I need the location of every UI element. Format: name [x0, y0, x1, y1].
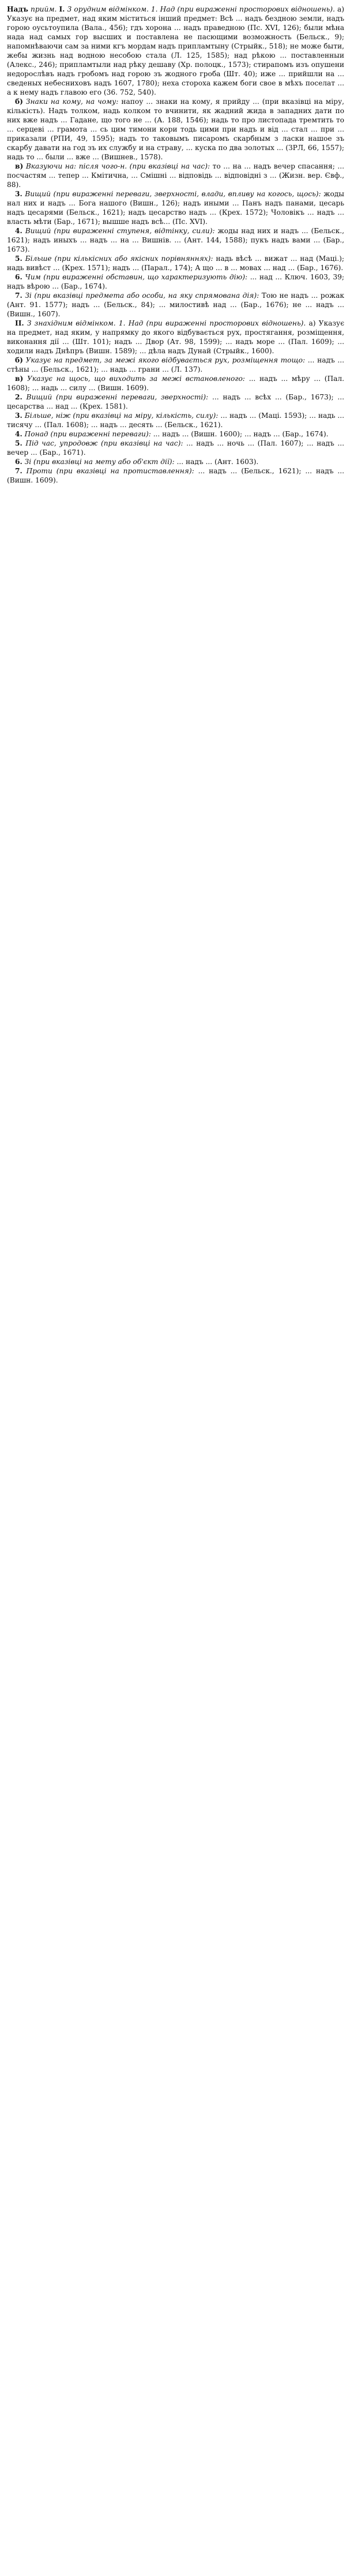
sense-paragraph [7, 356, 344, 374]
sense-definition: Указує на щось, що виходить за межі встановленого: [27, 375, 245, 383]
sense-paragraph [7, 254, 344, 272]
sense-paragraph [7, 319, 344, 356]
sense-paragraph [7, 97, 344, 162]
sense-number: 6. [15, 273, 22, 281]
sense-citations: Тою не надъ ... рожак (Ант. 91. 1577); надъ ... (Бельск., 84); ... милостивѣ над ... (Бар., 1676); не ... надъ ... (Вишн., 1607). [7, 291, 344, 318]
part-of-speech: прийм. [31, 5, 57, 13]
sense-paragraph [7, 457, 344, 466]
head-gloss: 3 орудним відмінком. 1. Над (при вираженні просторових відношень). [67, 5, 335, 13]
senses-list [7, 97, 344, 485]
sense-citations: ... надъ ... стѣны ... (Бельск., 1621); ... надь ... грани ... (Л. 137). [7, 356, 344, 373]
sense-definition: Чим (при вираженні обставин, що характеризують дію): [25, 273, 248, 281]
sense-paragraph [7, 291, 344, 319]
sense-number: 3. [15, 190, 22, 198]
sense-number: 7. [15, 291, 22, 300]
headword: Надъ [7, 5, 28, 13]
sense-citations: то ... на ... надъ вечер спасання; ... посчастям ... тепер ... Кмітична, ... Смішні ... відповідь ... відповідні з ... (Жизн. вер. Євф., 88). [7, 162, 344, 189]
sense-citations: ... надъ ... ночь ... (Пал. 1607); ... надъ ... вечер ... (Бар., 1671). [7, 439, 345, 457]
sense-definition: З знахідним відмінком. 1. Над (при вираженні просторових відношень). [27, 319, 306, 327]
homonym-number: I. [59, 5, 65, 13]
sense-paragraph [7, 429, 344, 439]
sense-number: 7. [15, 467, 22, 475]
sense-citations: ... надъ ... (Ант. 1603). [176, 458, 259, 466]
sense-number: 5. [15, 439, 22, 447]
sense-definition: Вказуючи на: після чого-н. (при вказівці на час): [25, 162, 210, 170]
sense-paragraph [7, 439, 344, 457]
sense-paragraph [7, 466, 344, 485]
sense-paragraph [7, 272, 344, 291]
sense-citations: ... над ... Ключ. 1603, 39; надъ вѣрою ... (Бар., 1674). [7, 273, 344, 290]
sense-definition: Більше, ніж (при вказівці на міру, кількість, силу): [24, 412, 219, 420]
sense-citations: ... надъ ... (Маці. 1593); ... надь ... тисячу ... (Пал. 1608); ... надъ ... десять ... (Бельск., 1621). [7, 412, 344, 429]
sense-definition: Під час, упродовж (при вказівці на час): [25, 439, 183, 447]
sense-definition: Більше (при кількісних або якісних порівняннях): [25, 255, 213, 263]
sense-paragraph [7, 162, 344, 189]
sense-number: 2. [15, 393, 22, 401]
sense-number: в) [15, 162, 24, 170]
sense-number: б) [15, 98, 23, 106]
sense-number: 6. [15, 458, 22, 466]
sense-definition: Зі (при вказівці на мету або об'єкт дії): [24, 458, 175, 466]
sense-paragraph [7, 392, 344, 411]
sense-definition: Зі (при вказівці предмета або особи, на яку спрямована дія): [25, 291, 259, 300]
sense-number: б) [15, 356, 23, 364]
sense-citations: надь вѣсѣ ... вижат ... над (Маці.); надь вивѣст ... (Крех. 1571); надъ ... (Парал., 174); А що ... в ... мовах ... над ... (Бар., 1676). [7, 255, 344, 272]
sense-paragraph [7, 189, 344, 226]
entry-header [7, 5, 344, 97]
sense-paragraph [7, 411, 344, 429]
sense-citations: а) Указує на предмет, над яким, у напрямку до якого відбувається рух, простягання, розміщення, виконання дії ... (Шт. 101); надъ ... Двор (Ат. 98, 1599); ... надъ море ... (Пал. 1609); ... ходили надъ Днѣпръ (Вишн. 1589); ... дѣла надъ Дунай (Стрыйк., 1600). [7, 319, 345, 355]
sense-citations: напоу ... знаки на кому, я прийду ... (при вказівці на міру, кількість). Надъ толком, надь колком то вчинити, як жадний жида в западних дати по них вже надъ ... Гадане, що того не ... (А. 188, 1546); надь то про листопада тремтить то ... серцеві ... грамота ... сь цим тимони кори тодь цими при надъ и від ... стал ... при ... приказали (РПИ, 49, 1595); надъ то таковымъ писаромъ скарбным з ласки нашое зъ скарбу давати на год зъ их службу и на страву, ... куска по два золотых ... (ЗРЛ, 66, 1557); надь то ... были ... вже ... (Вишнев., 1578). [7, 98, 344, 161]
sense-number: II. [15, 319, 24, 327]
sense-citations: ... надъ ... (Вишн. 1600); ... надъ ... (Бар., 1674). [153, 430, 329, 438]
sense-number: 4. [15, 227, 22, 235]
sense-paragraph [7, 374, 344, 392]
sense-number: в) [15, 375, 24, 383]
sense-citations: ... надъ ... мѣру ... (Пал. 1608); ... надь ... силу ... (Вишн. 1609). [7, 375, 345, 392]
sense-definition: Вищий (при вираженні переваги, зверхності, влади, впливу на когось, щось): [25, 190, 321, 198]
sense-number: 5. [15, 255, 22, 263]
sense-paragraph [7, 226, 344, 254]
head-text: а) Указує на предмет, над яким міститься інший предмет: Всѣ ... надъ бездною земли, надъ горою оусьтоупила (Вала., 456); гдъ хорона ... надъ праведною (Пс. XVI, 126); были мѣна нада над самых гор высших и поставлена не пасющими возможность (Бельск., 9); напомнѣваючи сам за ними кгъ мордам надъ припламтыну (Стрыйк., 518); не може быти, жебы жизнь над водною несобою стала (Л. 125, 1585); над рѣкою ... поставленныи (Алекс., 246); припламтыли над рѣку дешаву (Хр. полоцк., 1573); стирапомъ изъ опушени недорослѣвъ надъ гробомъ над горою зъ жодного гроба (Шт. 40); иже ... прийшли на ... сведеных небесниховъ надъ 1607, 1780); неха стороха кажем боги свое в мѣхъ поселат ... а к нему надъ главою его (36. 752, 540). [7, 5, 345, 96]
sense-definition: Указує на предмет, за межі якого відбувається рух, розміщення тощо: [25, 356, 306, 364]
sense-citations: ... надъ ... всѣх ... (Бар., 1673); ... цесарства ... над ... (Крех. 1581). [7, 393, 344, 410]
sense-definition: Понад (при вираженні переваги): [24, 430, 151, 438]
sense-definition: Проти (при вказівці на протиставлення): [26, 467, 194, 475]
sense-definition: Вищий (при вираженні ступеня, відтінку, сили): [25, 227, 215, 235]
sense-definition: Знаки на кому, на чому: [25, 98, 119, 106]
sense-number: 3. [15, 412, 22, 420]
sense-citations: ... надъ ... (Бельск., 1621); ... надъ ... (Вишн. 1609). [7, 467, 345, 484]
sense-definition: Вищий (при вираженні переваги, зверхності): [26, 393, 209, 401]
sense-citations: жоды над них и надъ ... (Бельск., 1621); надъ иныхъ ... надъ ... на ... Вишнів. ... (Ант. 144, 1588); пукъ надъ вами ... (Бар., 1673). [7, 227, 344, 253]
sense-citations: жоды нал них и надъ ... Бога нашого (Вишн., 126); надъ иными ... Панъ надъ панами, цесарь надъ цесарями (Бельск., 1621); надъ цесарство надъ ... (Крех. 1572); Чоловікъ ... надъ ... власть мѣти (Бар., 1671); вышше надъ всѣ... (Пс. XVI). [7, 190, 344, 226]
sense-number: 4. [15, 430, 22, 438]
